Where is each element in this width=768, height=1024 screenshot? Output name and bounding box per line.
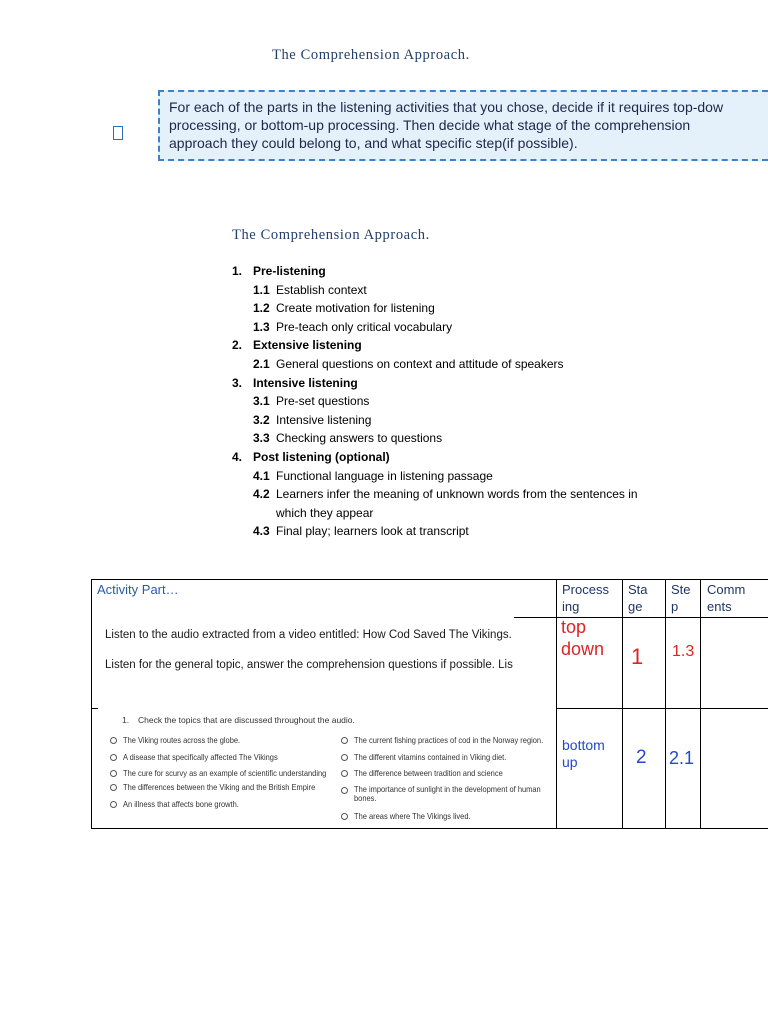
section-label: Pre-listening [253,264,326,278]
header-comments [707,581,745,615]
row-divider [514,617,768,618]
table-border-top [91,579,768,580]
radio-button-icon [110,784,117,791]
row1-stage-value: 1 [631,644,644,669]
section-heading [232,374,651,393]
step-text: Final play; learners look at transcript [276,524,469,539]
step-text: Create motivation for listening [276,301,435,316]
section-number: 4. [232,449,243,464]
step-text: Intensive listening [276,412,372,427]
question-number: 1. [122,715,130,725]
step-text: Functional language in listening passage [276,468,493,483]
section-heading [232,336,651,355]
section-number: 1. [232,264,243,278]
step-item [232,522,651,541]
radio-button-icon [110,770,117,777]
step-item [232,318,651,337]
option-label: A disease that specifically affected The Vikings [123,752,278,762]
step-item [232,299,651,318]
instruction-box [158,90,768,161]
section-label: Post listening (optional) [253,449,390,464]
step-item [232,392,651,411]
section-number: 2. [232,338,243,353]
step-number: 4.2 [253,487,270,502]
step-item [232,281,651,300]
header-step [671,581,691,615]
step-number: 4.1 [253,468,270,483]
option-label: The importance of sunlight in the development of human bones. [354,784,541,803]
radio-button-icon [341,770,348,777]
header-stage-line: Sta [628,582,648,597]
step-number: 2.1 [253,356,270,371]
header-stage-line: ge [628,599,643,614]
step-text: Establish context [276,282,367,297]
checklist-question [122,715,355,725]
header-processing-line: Process [562,582,609,597]
option-label: The differences between the Viking and the British Empire [123,782,316,792]
missing-glyph-box-icon [113,126,123,140]
row1-step-value: 1.3 [672,643,695,660]
row1-processing-value: top down [561,617,605,659]
activity-table [91,579,768,830]
page-title: The Comprehension Approach. [272,47,470,63]
step-text: Pre-set questions [276,394,370,409]
header-stage [628,581,648,615]
approach-list [232,262,651,541]
table-border-left [91,579,92,829]
radio-button-icon [341,737,348,744]
section-label: Intensive listening [253,375,358,390]
approach-title: The Comprehension Approach. [232,227,430,243]
instruction-line: processing, or bottom-up processing. Then decide what stage of the comprehension [169,117,691,133]
activity-instruction-line: Listen to the audio extracted from a video entitled: How Cod Saved The Vikings. [105,629,512,641]
step-number: 4.3 [253,524,270,539]
activity-instruction-line: Listen for the general topic, answer the comprehension questions if possible. Lis [105,659,513,671]
step-number: 3.3 [253,431,270,446]
table-border-bottom [91,828,768,829]
option-label: The cure for scurvy as an example of scientific understanding [123,768,327,778]
step-text: Pre-teach only critical vocabulary [276,319,453,334]
section-number: 3. [232,375,243,390]
header-comments-line: Comm [707,582,746,597]
step-item [232,429,651,448]
option-label: The different vitamins contained in Viking diet. [354,752,507,762]
row1-activity-excerpt [105,620,550,680]
step-item [232,355,651,374]
step-number: 1.2 [253,301,270,316]
step-text: Learners infer the meaning of unknown words from the sentences in which they appear [276,487,638,520]
section-label: Extensive listening [253,338,362,353]
header-activity-part: Activity Part… [97,582,179,597]
step-number: 1.3 [253,319,270,334]
radio-button-icon [341,754,348,761]
step-text: General questions on context and attitude of speakers [276,356,564,371]
section-heading [232,262,651,281]
row2-step-value: 2.1 [669,748,695,768]
row-divider [556,708,768,709]
row-divider-mark [91,708,98,709]
step-item [232,411,651,430]
header-processing [562,581,609,615]
radio-button-icon [341,813,348,820]
option-label: The areas where The Vikings lived. [354,811,471,821]
question-text: Check the topics that are discussed throughout the audio. [138,715,355,725]
header-step-line: p [671,599,679,614]
row2-stage-value: 2 [636,747,647,768]
step-item [232,467,651,486]
row2-processing-value: bottom up [562,737,605,770]
step-number: 3.1 [253,394,270,409]
option-label: The Viking routes across the globe. [123,735,241,745]
section-heading [232,448,651,467]
radio-button-icon [110,754,117,761]
header-step-line: Ste [671,582,691,597]
option-label: An illness that affects bone growth. [123,799,239,809]
step-item [232,485,651,522]
option-label: The current fishing practices of cod in the Norway region. [354,735,544,745]
header-processing-line: ing [562,599,580,614]
radio-button-icon [110,737,117,744]
header-comments-line: ents [707,599,732,614]
step-text: Checking answers to questions [276,431,443,446]
radio-button-icon [110,801,117,808]
option-label: The difference between tradition and science [354,768,503,778]
step-number: 3.2 [253,412,270,427]
radio-button-icon [341,787,348,794]
step-number: 1.1 [253,282,270,297]
instruction-line: approach they could belong to, and what specific step(if possible). [169,135,578,151]
instruction-line: For each of the parts in the listening activities that you chose, decide if it requires top-dow [169,99,724,115]
